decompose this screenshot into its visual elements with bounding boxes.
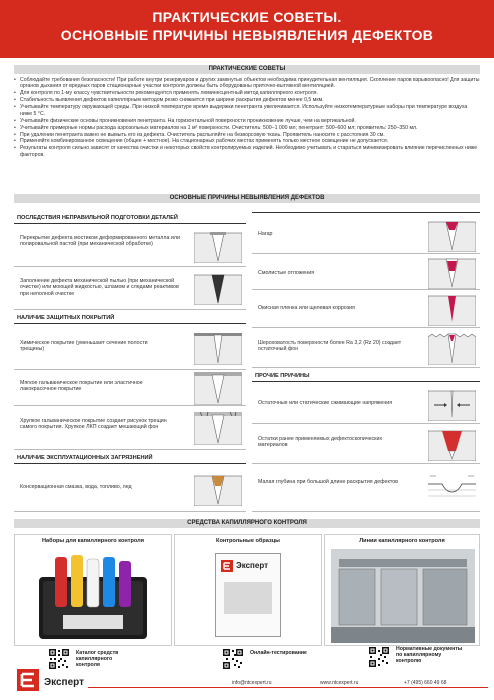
panel-title: Линии капиллярного контроля: [359, 538, 445, 544]
sample-logo-icon: [220, 559, 234, 573]
cause-row: [252, 424, 480, 464]
shallow-defect-figure: [428, 470, 476, 504]
panel-kits: [14, 534, 172, 646]
cause-row: [252, 328, 480, 368]
tip-item: • При удалении пенетранта важно не вымыть его из дефекта. Очиститель распыляйте на безворсовую ткань. Проявитель наносите с расстояния 30 см.: [14, 132, 480, 138]
group-title-contamination: НАЛИЧИЕ ЭКСПЛУАТАЦИОННЫХ ЗАГРЯЗНЕНИЙ: [14, 452, 246, 464]
page-header: [0, 0, 494, 58]
causes-section-title: ОСНОВНЫЕ ПРИЧИНЫ НЕВЫЯВЛЕНИЯ ДЕФЕКТОВ: [14, 194, 480, 203]
crack-dust-figure: [194, 271, 242, 305]
sample-brand: Эксперт: [236, 561, 269, 570]
tools-section-title: СРЕДСТВА КАПИЛЛЯРНОГО КОНТРОЛЯ: [14, 519, 480, 528]
cause-label: Малая глубина при большой длине раскрытия дефектов: [258, 479, 398, 485]
footer-divider: [88, 687, 488, 688]
crack-chemical-coating-figure: [194, 331, 242, 365]
tip-item: • Применяйте комбинированное освещение (общее + местное). На стационарных рабочих местах применять только местное освещение не допускается.: [14, 138, 480, 144]
footer-phone[interactable]: +7 (495) 660 49 68: [404, 680, 447, 686]
cause-row: [14, 226, 246, 267]
crack-grease-figure: [194, 472, 242, 506]
kit-case-image: [33, 549, 153, 643]
cause-row: [252, 384, 480, 424]
cause-label: Консервационная смазка, вода, топливо, лед: [20, 484, 132, 490]
group-title-preparation: ПОСЛЕДСТВИЯ НЕПРАВИЛЬНОЙ ПОДГОТОВКИ ДЕТАЛЕЙ: [14, 212, 246, 224]
crack-soft-coating-figure: [194, 371, 242, 405]
tips-section-title: ПРАКТИЧЕСКИЕ СОВЕТЫ: [14, 65, 480, 74]
cause-row: [252, 254, 480, 290]
cause-row: [14, 370, 246, 406]
cause-label: Смолистые отложения: [258, 270, 315, 276]
crack-oxide-figure: [428, 292, 476, 326]
cause-label: Химическое покрытие (уменьшает сечение полости трещины): [20, 340, 148, 353]
qr-code-icon[interactable]: [48, 648, 70, 670]
footer-site[interactable]: www.ntcexpert.ru: [320, 680, 359, 686]
qr-label-standards[interactable]: Нормативные документы по капиллярному контролю: [396, 646, 463, 665]
group-title-coatings: НАЛИЧИЕ ЗАЩИТНЫХ ПОКРЫТИЙ: [14, 312, 246, 324]
tip-item: • Для контроля по 1-му классу чувствительности рекомендуется применять люминесцентный метод капиллярного контроля.: [14, 90, 480, 96]
cause-row: [14, 267, 246, 310]
tips-list: [14, 77, 480, 159]
cause-label: Заполнение дефекта механической пылью (при механической очистке) или моющей жидкостью, шламом и следами реактивов при неполной очистке: [20, 278, 179, 297]
tip-item: • Учитывайте примерные нормы расхода аэрозольных материалов на 1 м² поверхности. Очиститель: 500–1 000 мл; пенетрант: 500–600 мл; проявитель: 250–350 мл.: [14, 125, 480, 131]
tip-item: • Стабильность выявления дефектов капиллярным методом резко снижается при ширине раскрытия дефектов менее 0,5 мкм.: [14, 97, 480, 103]
qr-code-icon[interactable]: [368, 646, 390, 668]
tip-item: • Соблюдайте требования безопасности! При работе внутри резервуаров и других замкнутых объектов необходима принудительная вентиляция. Скопление паров взрывоопасно! Для защиты органов дыхания от вредных паров стационарные участки контроля должны быть оборудованы приточно-вытяжной вентиляцией.: [14, 77, 480, 90]
qr-label-catalog[interactable]: Каталог средств капиллярного контроля: [76, 650, 119, 669]
cause-row: [14, 406, 246, 450]
tip-item: • Учитывайте физические основы проникновения пенетранта. На горизонтальной поверхности проникновение лучше, чем на вертикальной.: [14, 118, 480, 124]
cause-label: Остатки ранее применяемых дефектоскопических материалов: [258, 436, 383, 449]
cause-label: Остаточные или статические сжимающие напряжения: [258, 400, 393, 406]
cause-row: [14, 466, 246, 512]
qr-code-icon[interactable]: [222, 648, 244, 670]
cause-label: Хрупкое гальваническое покрытие создает рисунок трещин самого покрытия. Хрупкое ЛКП создает мешающий фон: [20, 418, 167, 431]
cause-row: [252, 464, 480, 512]
inspection-line-image: [331, 549, 475, 643]
cause-label: Окисная пленка или щелевая коррозия: [258, 305, 355, 311]
cause-row: [14, 326, 246, 370]
page-footer: [0, 676, 494, 700]
cause-label: Нагар: [258, 231, 273, 237]
cause-row: [252, 212, 480, 254]
sample-card: [215, 553, 281, 637]
footer-email[interactable]: info@ntcexpert.ru: [232, 680, 272, 686]
panel-title: Наборы для капиллярного контроля: [41, 538, 144, 544]
crack-bridge-figure: [194, 229, 242, 263]
cause-row: [252, 290, 480, 328]
cause-label: Шероховатость поверхности более Ra 3,2 (Rz 20) создает остаточный фон: [258, 340, 402, 353]
qr-label-testing[interactable]: Онлайн-тестирование: [250, 650, 307, 656]
crack-brittle-coating-figure: [194, 411, 242, 445]
group-title-other: ПРОЧИЕ ПРИЧИНЫ: [252, 370, 480, 382]
crack-carbon-figure: [428, 218, 476, 252]
tip-item: • Результаты контроля сильно зависят от качества очистки и некоторых свойств контролируемых изделий. Необходимо учитывать и стараться минимизировать влияние перечисленных ниже факторов.: [14, 145, 480, 158]
panel-lines: [324, 534, 480, 646]
brand-name: Эксперт: [44, 677, 85, 688]
cause-label: Перекрытие дефекта мостиком деформированного металла или полировальной пастой (при механической обработке): [20, 235, 180, 248]
crack-roughness-figure: [428, 331, 476, 365]
header-title-line1: ПРАКТИЧЕСКИЕ СОВЕТЫ.: [152, 9, 342, 25]
crack-residue-figure: [428, 427, 476, 461]
crack-resin-figure: [428, 255, 476, 289]
tip-item: • Учитывайте температуру окружающей среды. При низкой температуре время выдержки пенетранта увеличивается. Используйте низкотемпературные наборы при температуре воздуха ниже 5 °С.: [14, 104, 480, 117]
crack-stress-figure: [428, 387, 476, 421]
header-title-line2: ОСНОВНЫЕ ПРИЧИНЫ НЕВЫЯВЛЕНИЯ ДЕФЕКТОВ: [60, 27, 434, 43]
cause-label: Мягкое гальваническое покрытие или эластичное лакокрасочное покрытие: [20, 380, 143, 393]
panel-title: Контрольные образцы: [216, 538, 280, 544]
sample-plate: [224, 582, 272, 614]
panel-samples: [174, 534, 322, 646]
